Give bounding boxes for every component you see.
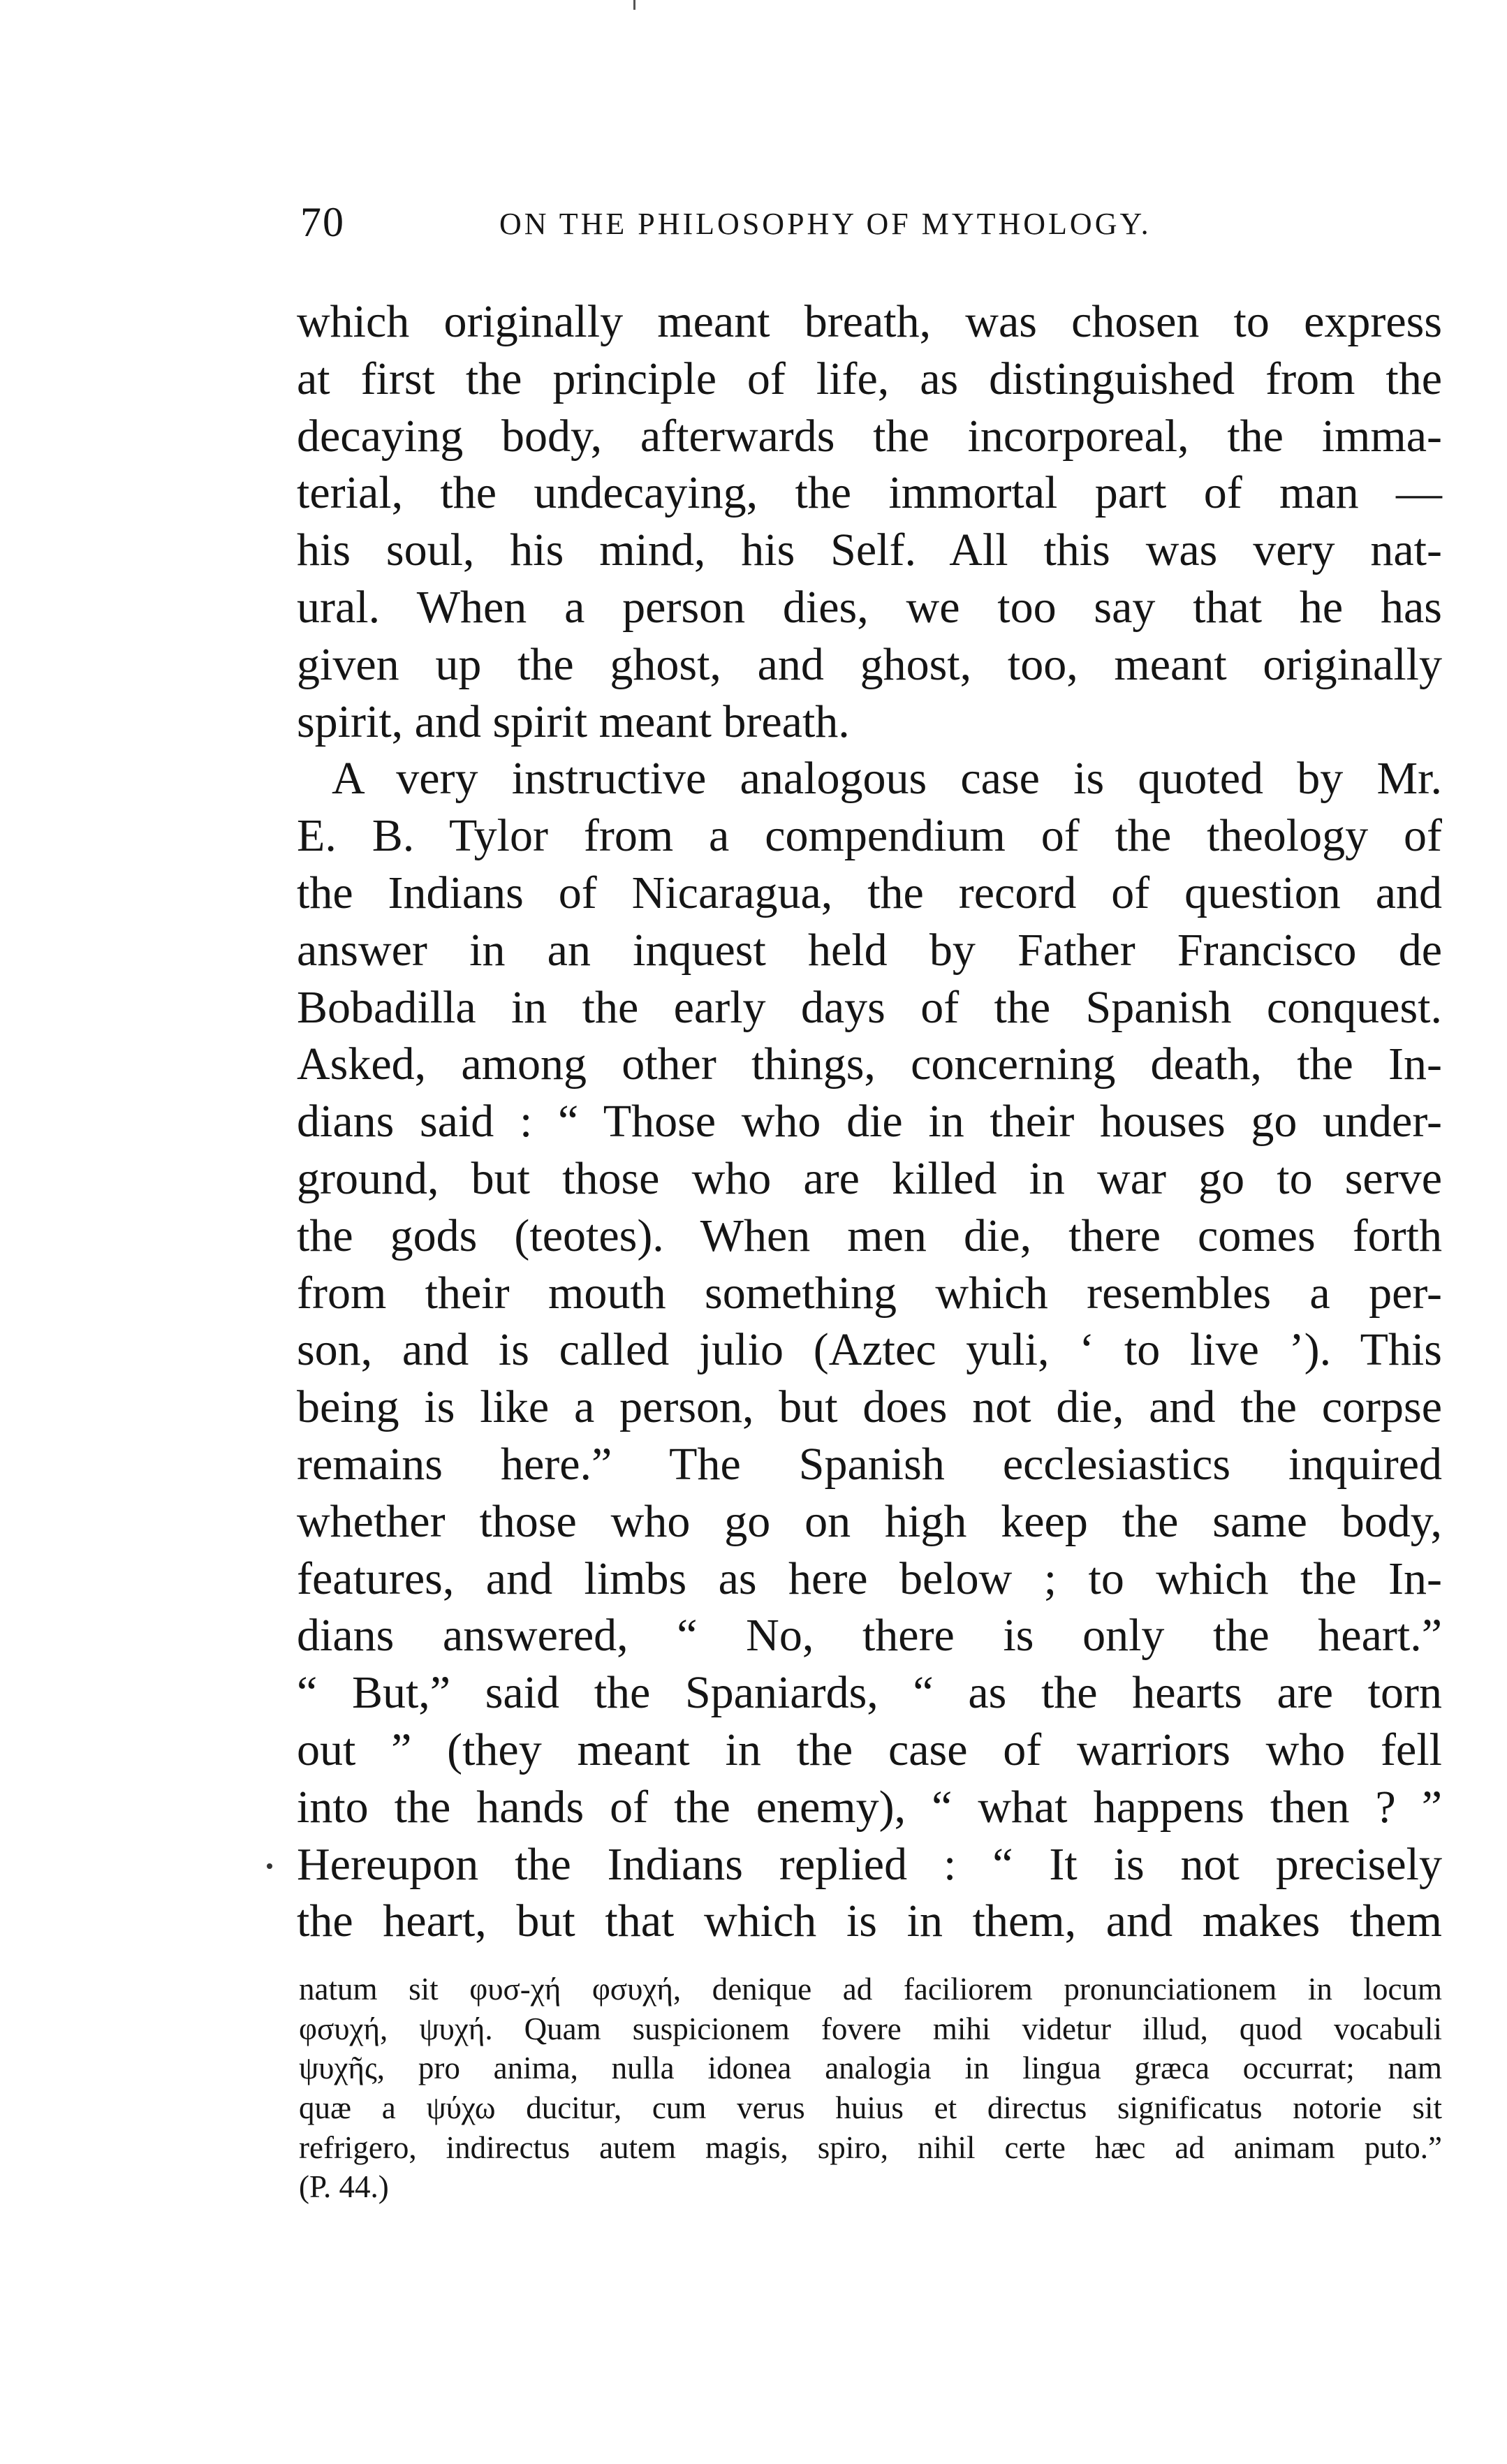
footnote-line: (P. 44.) (299, 2169, 389, 2205)
body-line: decaying body, afterwards the incorporeal, the imma- (297, 410, 1442, 462)
body-line: the gods (teotes). When men die, there comes forth (297, 1210, 1442, 1261)
scan-speck (633, 0, 635, 10)
body-line: dians said : “ Those who die in their houses go under- (297, 1096, 1442, 1147)
body-line: dians answered, “ No, there is only the heart.” (297, 1610, 1442, 1662)
body-line: whether those who go on high keep the same body, (297, 1495, 1442, 1547)
body-line: given up the ghost, and ghost, too, meant originally (297, 638, 1442, 690)
body-line: the Indians of Nicaragua, the record of question and (297, 867, 1442, 918)
body-line: spirit, and spirit meant breath. (297, 696, 850, 747)
body-line: ground, but those who are killed in war go to serve (297, 1152, 1442, 1204)
body-line: the heart, but that which is in them, and makes them (297, 1895, 1442, 1947)
body-text (297, 293, 1442, 1950)
body-line: Hereupon the Indians replied : “ It is not precisely (297, 1838, 1442, 1890)
body-line: being is like a person, but does not die, and the corpse (297, 1381, 1442, 1433)
footnote-line: φσυχή, ψυχή. Quam suspicionem fovere mihi videtur illud, quod vocabuli (299, 2011, 1442, 2046)
body-line: E. B. Tylor from a compendium of the theology of (297, 810, 1442, 862)
running-title: ON THE PHILOSOPHY OF MYTHOLOGY. (499, 207, 1152, 241)
footnote (299, 1970, 1442, 2207)
body-line: son, and is called julio (Aztec yuli, ‘ to live ’). This (297, 1324, 1442, 1376)
body-line: Asked, among other things, concerning death, the In- (297, 1039, 1442, 1090)
body-line: his soul, his mind, his Self. All this was very nat- (297, 525, 1442, 576)
footnote-line: ψυχῆς, pro anima, nulla idonea analogia in lingua græca occurrat; nam (299, 2051, 1442, 2086)
body-line: “ But,” said the Spaniards, “ as the hearts are torn (297, 1667, 1442, 1719)
body-line: terial, the undecaying, the immortal part of man — (297, 467, 1442, 519)
body-line: features, and limbs as here below ; to which the In- (297, 1553, 1442, 1604)
body-line: into the hands of the enemy), “ what happens then ? ” (297, 1781, 1442, 1833)
paragraph-start-line: A very instructive analogous case is quoted by Mr. (332, 753, 1442, 805)
body-line: remains here.” The Spanish ecclesiastics inquired (297, 1438, 1442, 1490)
body-line: ural. When a person dies, we too say that he has (297, 581, 1442, 633)
body-line: at first the principle of life, as distinguished from the (297, 353, 1442, 404)
page-number: 70 (300, 199, 345, 245)
body-line: which originally meant breath, was chosen to express (297, 296, 1442, 347)
running-head (300, 194, 1442, 250)
margin-mark (267, 1863, 272, 1869)
footnote-line: natum sit φυσ-χή φσυχή, denique ad faciliorem pronunciationem in locum (299, 1972, 1442, 2007)
footnote-line: refrigero, indirectus autem magis, spiro, nihil certe hæc ad animam puto.” (299, 2129, 1442, 2165)
body-line: Bobadilla in the early days of the Spanish conquest. (297, 981, 1442, 1033)
body-line: from their mouth something which resembles a per- (297, 1267, 1442, 1319)
footnote-line: quæ a ψύχω ducitur, cum verus huius et directus significatus notorie sit (299, 2090, 1442, 2126)
body-line: out ” (they meant in the case of warriors who fell (297, 1724, 1442, 1775)
body-line: answer in an inquest held by Father Francisco de (297, 924, 1442, 976)
